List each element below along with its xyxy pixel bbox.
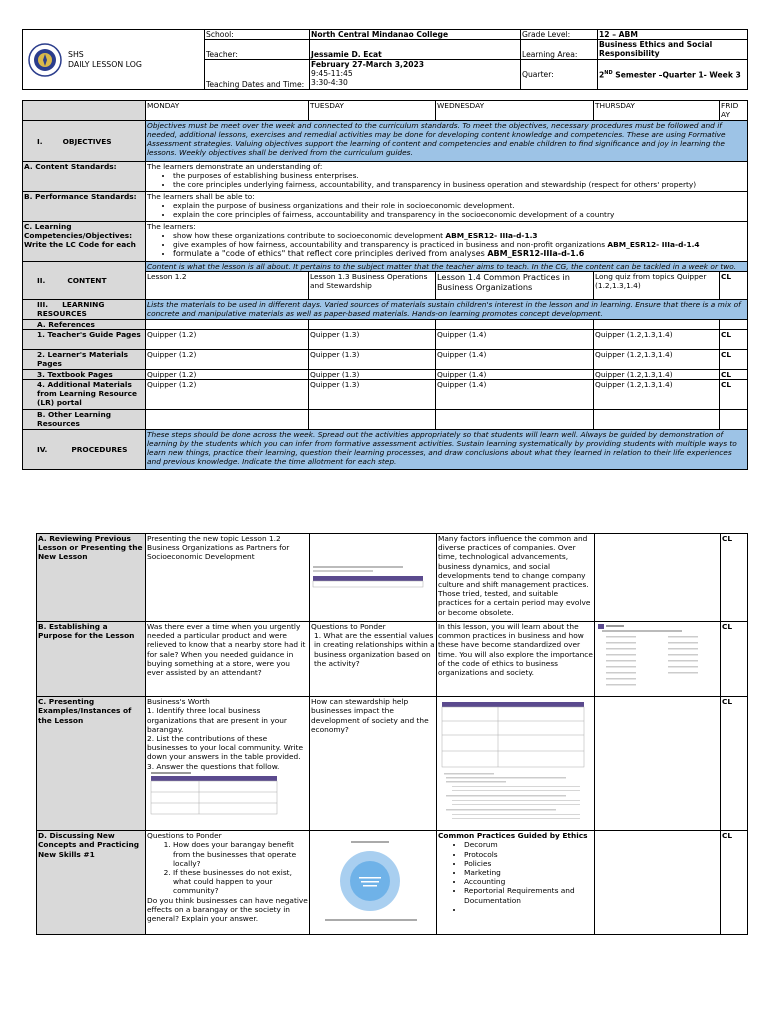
content-fri: CL <box>720 272 748 300</box>
discussing-wed <box>437 831 595 935</box>
day-wednesday: WEDNESDAY <box>436 101 594 121</box>
content-thu: Long quiz from topics Quipper (1.2,1.3,1.4) <box>594 272 720 300</box>
day-monday: MONDAY <box>146 101 309 121</box>
procedures-row <box>23 430 748 470</box>
content-standards-row <box>23 162 748 192</box>
other-resources-row <box>23 410 748 430</box>
ponder-tail: Do you think businesses can have negative effects on a barangay or the society in general? Explain your answer. <box>147 895 308 924</box>
tg-wed: Quipper (1.4) <box>436 330 594 350</box>
learners-materials-row <box>23 350 748 370</box>
discussing-label: D. Discussing New Concepts and Practicing New Skills #1 <box>37 831 146 935</box>
presenting-label: C. Presenting Examples/Instances of the Lesson <box>37 697 146 831</box>
dates-value <box>310 60 521 90</box>
ponder-q2: 2. If these businesses do not exist, what could happen to your community? <box>173 868 308 896</box>
stewardship-diagram-thumbnail <box>311 837 429 927</box>
grade-value: 12 – ABM <box>598 30 748 40</box>
discussing-fri: CL <box>721 831 748 935</box>
reviewing-wed: Many factors influence the common and diverse practices of companies. Over time, technological advancements, business dynamics, and social developments tend to change company culture and shift management practices. Those tried, tested, and suitable practices for a certain period may evolve or become obsolete. <box>437 534 595 622</box>
establishing-mon: Was there ever a time when you urgently needed a particular product and were relieved to know that a nearby store had it for sale? When you needed guidance in buying something at a store, were you ever assisted by an attendant? <box>146 622 310 697</box>
am-wed: Quipper (1.4) <box>436 380 594 410</box>
lm-mon: Quipper (1.2) <box>146 350 309 370</box>
am-tue: Quipper (1.3) <box>309 380 436 410</box>
practice-item: • Marketing <box>464 868 593 877</box>
tb-wed: Quipper (1.4) <box>436 370 594 380</box>
presenting-wed <box>437 697 595 831</box>
objectives-label: I. OBJECTIVES <box>23 121 146 162</box>
lm-thu: Quipper (1.2,1.3,1.4) <box>594 350 720 370</box>
procedures-table <box>36 533 748 935</box>
questions-title: Questions to Ponder <box>311 622 386 631</box>
content-note-row <box>23 262 748 272</box>
teachers-guide-label: 1. Teacher's Guide Pages <box>23 330 146 350</box>
business-worth-title: Business's Worth <box>147 697 210 707</box>
objectives-row <box>23 121 748 162</box>
business-worth-step-2: 2. List the contributions of these businesses to your local community. Write down your answers in the table provided. <box>147 734 304 762</box>
content-mon: Lesson 1.2 <box>146 272 309 300</box>
shs-label: SHS <box>68 49 84 59</box>
day-friday: FRID AY <box>720 101 748 121</box>
content-label: II. CONTENT <box>23 262 146 300</box>
grade-label: Grade Level: <box>521 30 598 40</box>
content-wed: Lesson 1.4 Common Practices in Business Organizations <box>436 272 594 300</box>
discussing-mon <box>146 831 310 935</box>
dates-line-2: 9:45-11:45 <box>311 69 353 78</box>
business-worth-step-3: 3. Answer the questions that follow. <box>147 761 280 771</box>
presenting-fri: CL <box>721 697 748 831</box>
performance-standards-text: The learners shall be able to: • explain the purpose of business organizations and their role in socioeconomic development. • explain the core principles of fairness, accountability and transparency in the socioeconomic development of a country <box>146 192 748 222</box>
practice-item: • Reportorial Requirements and Documentation <box>464 886 593 904</box>
practice-item: • Decorum <box>464 840 593 849</box>
quarter-label: Quarter: <box>521 60 598 90</box>
activity-table-thumbnail <box>311 563 429 589</box>
dates-line-3: 3:30-4:30 <box>311 78 348 87</box>
resources-note: Lists the materials to be used in different days. Varied sources of materials sustain children's interest in the lesson and in learning. Ensure that there is a mix of concrete and manipulative materials as well as paper-based materials. Hands-on learning promotes concept development. <box>146 300 748 320</box>
establishing-fri: CL <box>721 622 748 697</box>
tg-mon: Quipper (1.2) <box>146 330 309 350</box>
business-worth-step-1: 1. Identify three local business organizations that are present in your barangay. <box>147 706 287 734</box>
day-tuesday: TUESDAY <box>309 101 436 121</box>
competencies-text: The learners: • show how these organizations contribute to socioeconomic development ABM_ESR12- IIIa-d-1.3 • give examples of how fairness, accountability and transparency is practiced in business and non-profit organizations ABM_ESR12- IIIa-d-1.4 • formulate a "code of ethics" that reflect core principles derived from analyses ABM_ESR12-IIIa-d-1.6 <box>146 222 748 262</box>
competencies-row <box>23 222 748 262</box>
log-title: DAILY LESSON LOG <box>68 59 142 69</box>
practice-item: • Policies <box>464 859 593 868</box>
content-standards-text: The learners demonstrate an understanding of: • the purposes of establishing business enterprises. • the core principles underlying fairness, accountability, and transparency in business operation and stewardship (respect for others' property) <box>146 162 748 192</box>
lm-tue: Quipper (1.3) <box>309 350 436 370</box>
tg-fri: CL <box>720 330 748 350</box>
objectives-text: Objectives must be meet over the week and connected to the curriculum standards. To meet the objectives, necessary procedures must be followed and if needed, additional lessons, exercises and remedial activities may be done for developing content knowledge and competencies. These are using Formative Assessment strategies. Valuing objectives support the learning of content and competencies and enable children to find significance and joy in learning the lessons. Weekly objectives shall be derived from the curriculum guides. <box>146 121 748 162</box>
tg-thu: Quipper (1.2,1.3,1.4) <box>594 330 720 350</box>
deped-seal-icon <box>28 43 62 77</box>
ponder-title: Questions to Ponder <box>147 831 222 841</box>
reviewing-mon: Presenting the new topic Lesson 1.2 Business Organizations as Partners for Socioeconomic Development <box>146 534 310 622</box>
additional-materials-label: 4. Additional Materials from Learning Resource (LR) portal <box>23 380 146 410</box>
quarter-value: 2ND Semester –Quarter 1- Week 3 <box>598 60 748 90</box>
am-mon: Quipper (1.2) <box>146 380 309 410</box>
area-label: Learning Area: <box>521 40 598 60</box>
reviewing-tue <box>310 534 437 622</box>
tb-mon: Quipper (1.2) <box>146 370 309 380</box>
performance-standards-row <box>23 192 748 222</box>
practice-item-empty <box>464 905 593 914</box>
resources-note-row <box>23 300 748 320</box>
lm-fri: CL <box>720 350 748 370</box>
teachers-guide-row <box>23 330 748 350</box>
practices-worksheet-thumbnail <box>438 699 588 827</box>
textbook-row <box>23 370 748 380</box>
resources-label: III. LEARNING RESOURCES <box>23 300 146 320</box>
row-reviewing <box>37 534 748 622</box>
school-label: School: <box>205 30 310 40</box>
procedures-label: IV. PROCEDURES <box>23 430 146 470</box>
other-resources-label: B. Other Learning Resources <box>23 410 146 430</box>
discussing-tue <box>310 831 437 935</box>
textbook-label: 3. Textbook Pages <box>23 370 146 380</box>
procedures-note: These steps should be done across the week. Spread out the activities appropriately so that students will learn well. Always be guided by demonstration of learning by the students which you can infer from formative assessment activities. Sustain learning systematically by providing students with multiple ways to learn new things, practice their learning, question their learning processes, and draw conclusions about what they learned in relation to their life experiences and previous knowledge. Indicate the time allotment for each step. <box>146 430 748 470</box>
dates-label: Teaching Dates and Time: <box>205 60 310 90</box>
teacher-label: Teacher: <box>205 40 310 60</box>
tb-fri: CL <box>720 370 748 380</box>
common-practices-title: Common Practices Guided by Ethics <box>438 831 588 841</box>
matching-worksheet-thumbnail <box>596 622 714 694</box>
reviewing-label: A. Reviewing Previous Lesson or Presenting the New Lesson <box>37 534 146 622</box>
questions-text: 1. What are the essential values in creating relationships within a business organization based on the activity? <box>314 631 435 668</box>
am-thu: Quipper (1.2,1.3,1.4) <box>594 380 720 410</box>
day-thursday: THURSDAY <box>594 101 720 121</box>
row-establishing <box>37 622 748 697</box>
lesson-log-table <box>22 100 748 470</box>
learners-materials-label: 2. Learner's Materials Pages <box>23 350 146 370</box>
row-presenting <box>37 697 748 831</box>
reviewing-fri: CL <box>721 534 748 622</box>
performance-standards-label: B. Performance Standards: <box>23 192 146 222</box>
establishing-tue <box>310 622 437 697</box>
dates-line-1: February 27-March 3,2023 <box>311 60 425 69</box>
establishing-thu <box>595 622 721 697</box>
references-row <box>23 320 748 330</box>
content-note: Content is what the lesson is all about. It pertains to the subject matter that the teacher aims to teach. In the CG, the content can be tackled in a week or two. <box>146 262 748 272</box>
teacher-value: Jessamie D. Ecat <box>310 40 521 60</box>
presenting-mon <box>146 697 310 831</box>
practice-item: • Accounting <box>464 877 593 886</box>
content-tue: Lesson 1.3 Business Operations and Stewardship <box>309 272 436 300</box>
presenting-tue: How can stewardship help businesses impact the development of society and the economy? <box>310 697 437 831</box>
am-fri: CL <box>720 380 748 410</box>
area-value: Business Ethics and Social Responsibility <box>598 40 748 60</box>
header-logo-cell <box>23 30 205 90</box>
practice-item: • Protocols <box>464 850 593 859</box>
lm-wed: Quipper (1.4) <box>436 350 594 370</box>
tb-tue: Quipper (1.3) <box>309 370 436 380</box>
establishing-wed: In this lesson, you will learn about the common practices in business and how these have become standardized over time. You will also explore the importance of the code of ethics to business organizations and society. <box>437 622 595 697</box>
tb-thu: Quipper (1.2,1.3,1.4) <box>594 370 720 380</box>
tg-tue: Quipper (1.3) <box>309 330 436 350</box>
header-table <box>22 29 748 90</box>
days-row <box>23 101 748 121</box>
business-table-thumbnail <box>149 771 279 815</box>
additional-materials-row <box>23 380 748 410</box>
ponder-q1: 1. How does your barangay benefit from the businesses that operate locally? <box>173 840 308 868</box>
competencies-label: C. Learning Competencies/Objectives: Write the LC Code for each <box>23 222 146 262</box>
establishing-label: B. Establishing a Purpose for the Lesson <box>37 622 146 697</box>
row-discussing <box>37 831 748 935</box>
school-value: North Central Mindanao College <box>310 30 521 40</box>
references-label: A. References <box>23 320 146 330</box>
content-standards-label: A. Content Standards: <box>23 162 146 192</box>
